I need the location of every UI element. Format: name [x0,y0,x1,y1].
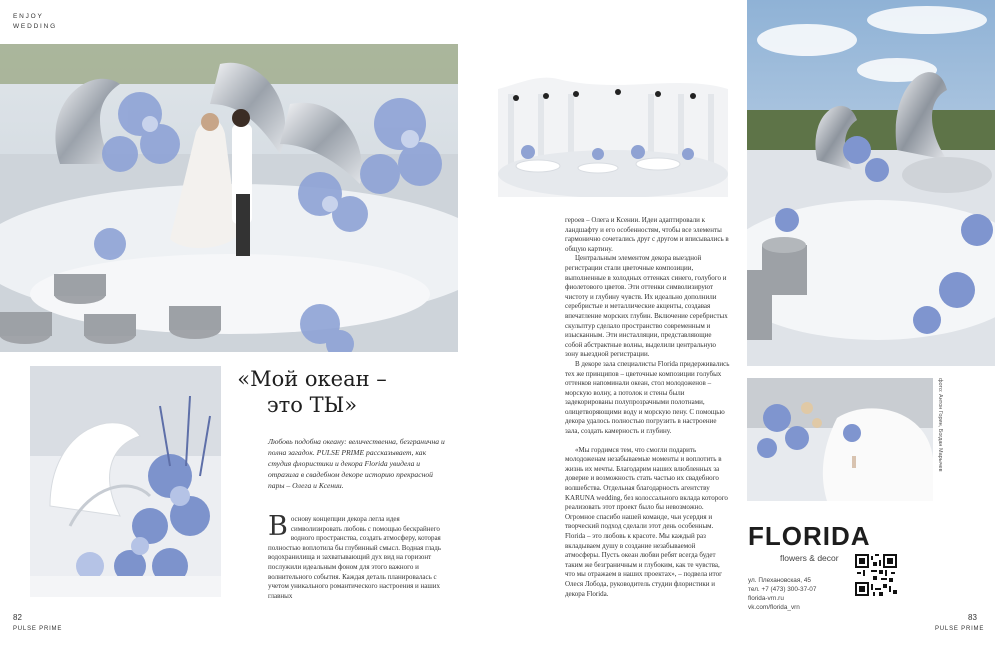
contact-site[interactable]: florida-vrn.ru [748,595,784,602]
dress-scene-illustration [747,378,933,501]
body-column-1 [268,511,448,601]
florida-logo: FLORIDA [748,521,871,551]
qr-code-icon [855,554,897,596]
magazine-name-left: PULSE PRIME [13,626,63,632]
section-kicker [13,12,57,32]
photo-credit [935,378,945,498]
contact-phone: тел. +7 (473) 300-37-07 [748,586,817,593]
photo-couple-ceremony [0,44,458,352]
col2-paragraph-1: героев – Олега и Ксении. Идеи адаптировали к ландшафту и его особенностям, чтобы все элементы гармонично сочетались друг с другом и вписывались в общую картину. [565,216,729,253]
table-scene-illustration [30,366,221,597]
couple-scene-illustration [0,44,458,352]
title-line-1: «Мой океан – [237,367,387,391]
kicker-line-2: WEDDING [13,23,58,30]
col2-paragraph-3: В декоре зала специалисты Florida придерживались тех же принципов – цветочные композиции голубых оттенков напоминали океан, стол молодоженов – морскую волну, а потолок и стены были задекорированы полупрозрачными полотнами, олицетворяющими воду и морскую пену. С помощью декора удалось полностью погрузить в настроение зала, создать камерность и глубину. [565,359,730,436]
page-number-left: 82 [13,613,22,622]
article-title [232,366,392,418]
article-lede: Любовь подобна океану: величественна, безгранична и полна загадок. PULSE PRIME рассказывает, как студия флористики и декора Florida увидела и отразила в свадебном декоре историю прекрасной пары – Олега и Ксении. [268,437,445,490]
page-number-right: 83 [968,613,977,622]
photo-dress-closeup [747,378,933,501]
contact-address: ул. Плехановская, 45 [748,577,811,584]
florida-tagline: flowers & decor [780,553,839,563]
kicker-line-1: ENJOY [13,13,44,20]
florida-contacts [748,576,816,612]
photo-credit-text: фото: Антон Горин, Богдан Марычев [937,378,943,472]
body-column-2 [565,216,730,599]
photo-banquet-hall [498,44,728,197]
title-line-2: это ТЫ» [266,393,358,417]
photo-outdoor-sculptures [747,0,995,366]
col2-quote: «Мы гордимся тем, что смогли подарить молодоженам незабываемые моменты и воплотить в жизнь их мечты. Благодарим наших влюбленных за доверие и возможность стать частью их свадебного волшебства. Отдельная благодарность агентству KARUNA wedding, без колоссального вклада которого реализовать этот проект было бы невозможно. Огромное спасибо нашей команде, чьи усердия и творческий подход сделали этот день особенным. Florida – это любовь к красоте. Мы каждый раз вкладываем душу в создание незабываемой атмосферы. Пусть океан любви ребят всегда будет таким же безграничным и глубоким, как те чувства, что мы отражаем в наших проектах», – подвела итог Олеся Лобода, руководитель студии флористики и декора Florida. [565,445,728,598]
magazine-name-right: PULSE PRIME [935,626,985,632]
contact-vk[interactable]: vk.com/florida_vrn [748,604,800,611]
column-1-text: основу концепции декора легла идея символизировать любовь с помощью бескрайнего водного пространства, создать атмосферу, которая полностью воплотила бы глубинный смысл. Водная гладь водохранилища и захватывающий дух вид на горизонт послужили идеальным фоном для этого важного и волнительного события. Каждая деталь планировалась с учетом уникального романтического настроения и наших главных [268,515,441,600]
col2-paragraph-2: Центральным элементом декора выездной регистрации стали цветочные композиции, выполненные в холодных оттенках синего, голубого и фиолетового цветов. Эти оттенки символизируют чистоту и глубину чувств. Их идеально дополнили серебристые и металлические акценты, создавая впечатление морских глубин. Включение серебристых скульптур сделало пространство современным и изысканным. Эти инсталляции, представляющие собой абстрактные волны, выделили центральную зону выездной регистрации. [565,254,728,359]
qr-code[interactable] [855,554,897,596]
photo-table-decor [30,366,221,597]
drop-cap: В [268,511,288,542]
hall-scene-illustration [498,44,728,197]
outdoor-scene-illustration [747,0,995,366]
